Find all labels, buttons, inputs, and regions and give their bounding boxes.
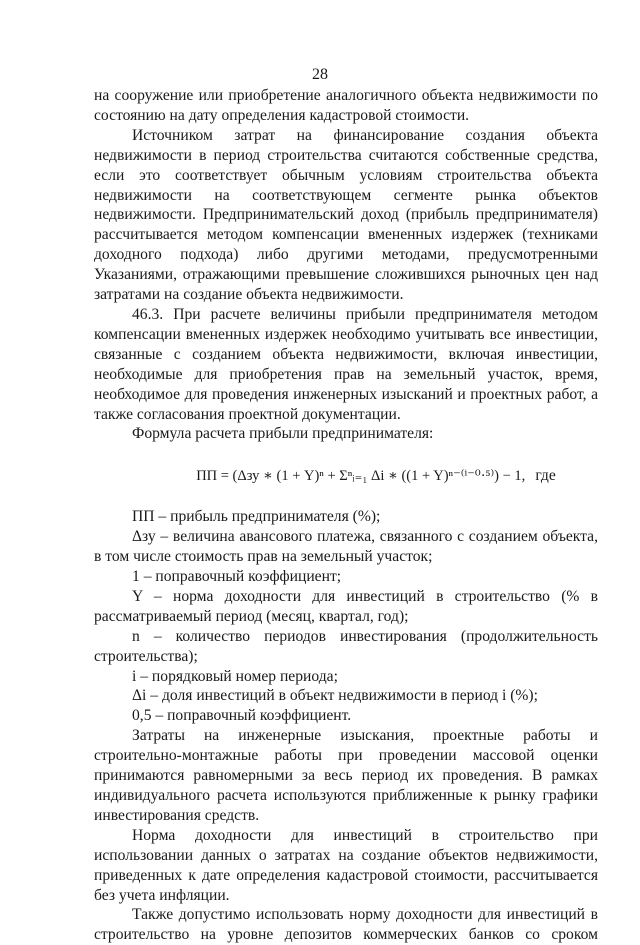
paragraph-deposits: Также допустимо использовать норму доходности для инвестиций в строительство на уровне депозитов коммерческих банков со сроком: [94, 906, 598, 944]
definition-pp: ПП – прибыль предпринимателя (%);: [132, 508, 381, 526]
definition-delta-i: Δi – доля инвестиций в объект недвижимости в период i (%);: [132, 687, 538, 705]
paragraph-formula-intro: Формула расчета прибыли предпринимателя:: [132, 425, 434, 443]
paragraph-engineering-costs: Затраты на инженерные изыскания, проектные работы и строительно-монтажные работы при проведении массовой оценки принимаются равномерными за весь период их проведения. В рамках индивидуального расчета используются приближенные к рынку графики инвестирования средств.: [94, 727, 598, 824]
definition-half: 0,5 – поправочный коэффициент.: [132, 707, 352, 725]
formula-expression: ПП = (Δзу ∗ (1 + Y)ⁿ + Σⁿᵢ₌₁ Δi ∗ ((1 + Y)ⁿ⁻⁽ⁱ⁻⁰·⁵⁾) − 1,: [196, 468, 526, 485]
paragraph-continuation: на сооружение или приобретение аналогичного объекта недвижимости по состоянию на дату определения кадастровой стоимости.: [94, 87, 598, 124]
definition-i: i – порядковый номер периода;: [132, 667, 338, 685]
definition-y: Y – норма доходности для инвестиций в строительство (% в рассматриваемый период (месяц, квартал, год);: [94, 587, 598, 625]
body-text: [94, 86, 598, 945]
profit-formula: [94, 466, 598, 486]
paragraph-financing-source: Источником затрат на финансирование создания объекта недвижимости в период строительства считаются собственные средства, если это соответствует обычным условиям строительства объекта недвижимости на соответствующем сегменте рынка объектов недвижимости. Предпринимательский доход (прибыль предпринимателя) рассчитывается методом компенсации вмененных издержек (техниками доходного подхода) либо другими методами, предусмотренными Указаниями, отражающими превышение сложившихся рыночных цен над затратами на создание объекта недвижимости.: [94, 126, 598, 304]
formula-suffix: где: [535, 467, 556, 485]
page-number: 28: [312, 66, 328, 83]
definition-n: n – количество периодов инвестирования (продолжительность строительства);: [94, 627, 598, 665]
paragraph-yield-norm: Норма доходности для инвестиций в строительство при использовании данных о затратах на создание объектов недвижимости, приведенных к дате определения кадастровой стоимости, рассчитывается без учета инфляции.: [94, 826, 598, 904]
definition-one: 1 – поправочный коэффициент;: [132, 568, 342, 586]
paragraph-46-3: 46.3. При расчете величины прибыли предпринимателя методом компенсации вмененных издержек необходимо учитывать все инвестиции, связанные с созданием объекта недвижимости, включая инвестиции, необходимые для приобретения прав на земельный участок, время, необходимое для проведения инженерных изысканий и проектных работ, а также согласования проектной документации.: [94, 305, 598, 423]
definition-delta-zu: Δзу – величина авансового платежа, связанного с созданием объекта, в том числе стоимость прав на земельный участок;: [94, 528, 598, 566]
